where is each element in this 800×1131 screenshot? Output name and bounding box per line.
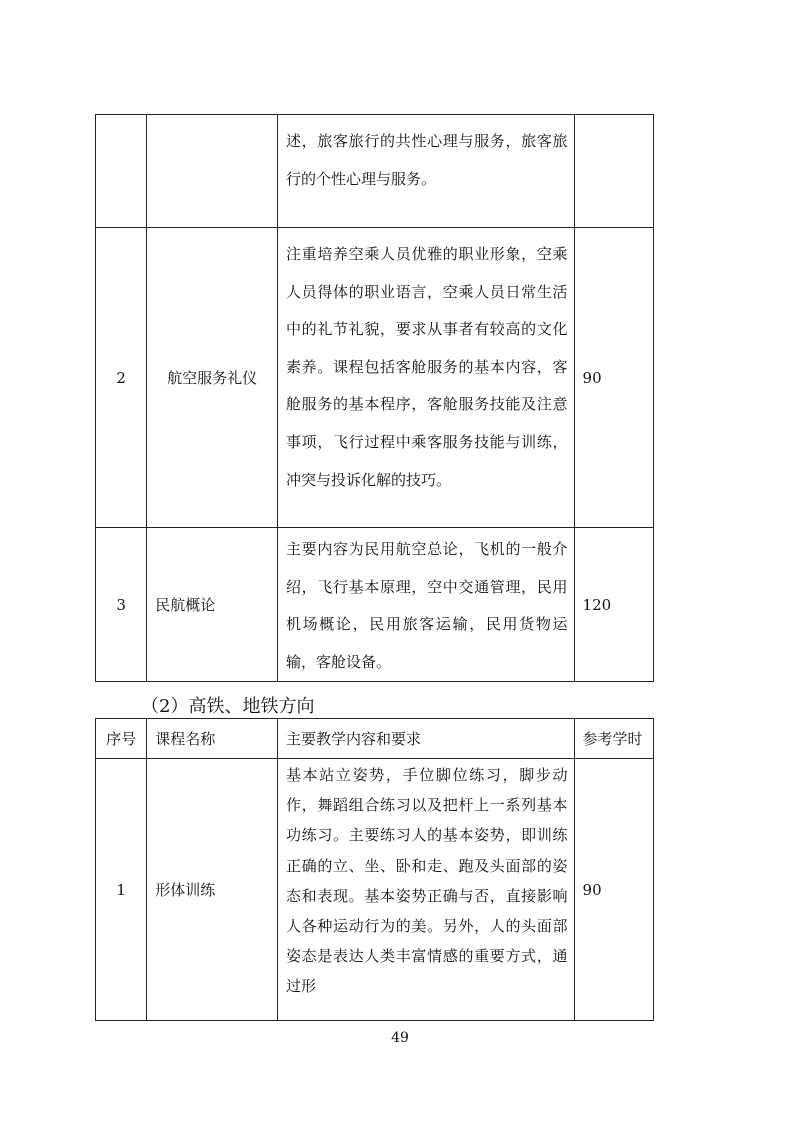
course-content: 基本站立姿势，手位脚位练习，脚步动作，舞蹈组合练习以及把杆上一系列基本功练习。主要练习人的基本姿势，即训练正确的立、坐、卧和走、跑及头面部的姿态和表现。基本姿势正确与否，直接影响人各种运动行为的美。另外，人的头面部姿态是表达人类丰富情感的重要方式，通过形 xyxy=(277,759,574,1021)
page-number: 49 xyxy=(391,1030,409,1046)
course-content: 述，旅客旅行的共性心理与服务，旅客旅行的个性心理与服务。 xyxy=(277,115,574,228)
header-content: 主要教学内容和要求 xyxy=(277,719,574,759)
row-index xyxy=(96,115,147,228)
course-hours: 90 xyxy=(574,759,653,1021)
header-course-name: 课程名称 xyxy=(147,719,278,759)
header-hours: 参考学时 xyxy=(574,719,653,759)
course-name: 民航概论 xyxy=(147,528,278,682)
table-row xyxy=(96,228,654,528)
table-row xyxy=(96,115,654,228)
course-table-aviation-continued xyxy=(95,114,654,682)
row-index: 1 xyxy=(96,759,147,1021)
course-hours: 120 xyxy=(574,528,653,682)
course-table-rail xyxy=(95,718,654,1021)
table-row xyxy=(96,528,654,682)
row-index: 2 xyxy=(96,228,147,528)
course-content: 主要内容为民用航空总论，飞机的一般介绍，飞行基本原理，空中交通管理，民用机场概论，民用旅客运输，民用货物运输，客舱设备。 xyxy=(277,528,574,682)
row-index: 3 xyxy=(96,528,147,682)
course-content: 注重培养空乘人员优雅的职业形象，空乘人员得体的职业语言，空乘人员日常生活中的礼节礼貌，要求从事者有较高的文化素养。课程包括客舱服务的基本内容，客舱服务的基本程序，客舱服务技能及注意事项，飞行过程中乘客服务技能与训练，冲突与投诉化解的技巧。 xyxy=(277,228,574,528)
course-name: 形体训练 xyxy=(147,759,278,1021)
header-index: 序号 xyxy=(96,719,147,759)
course-hours xyxy=(574,115,653,228)
section-title: （2）高铁、地铁方向 xyxy=(141,696,315,717)
course-name: 航空服务礼仪 xyxy=(147,228,278,528)
table-header-row xyxy=(96,719,654,759)
course-name xyxy=(147,115,278,228)
course-hours: 90 xyxy=(574,228,653,528)
table-row xyxy=(96,759,654,1021)
